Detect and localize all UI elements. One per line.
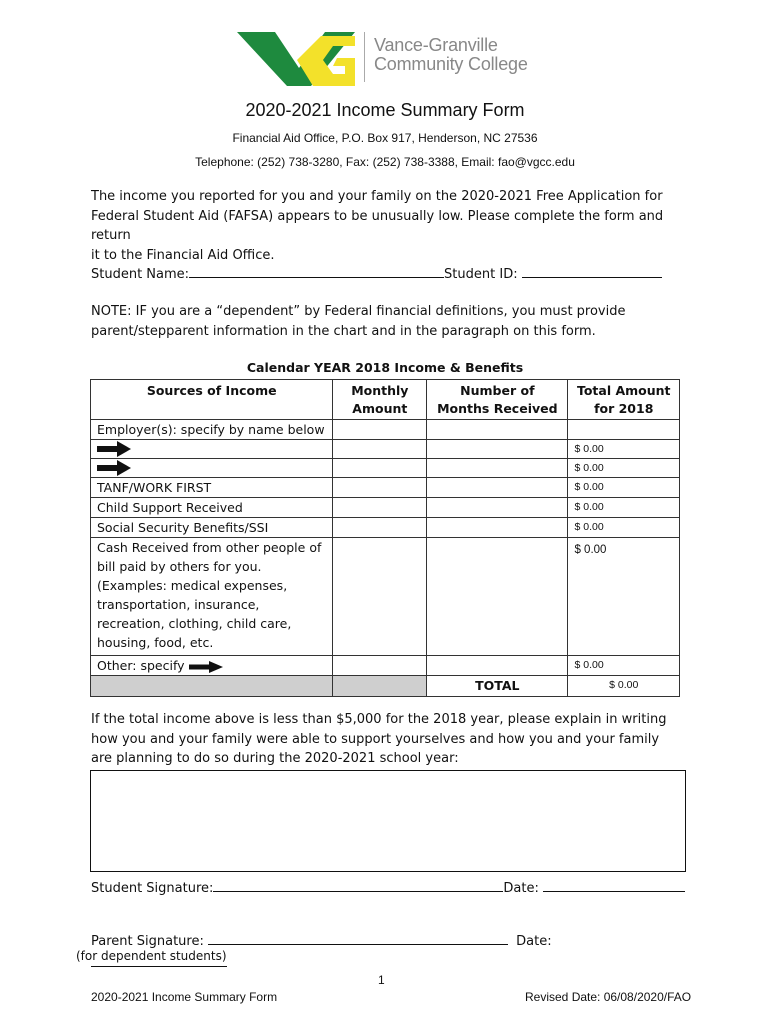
table-row [91, 440, 680, 459]
cash-line-6: housing, food, etc. [97, 635, 214, 650]
header-monthly-2: Amount [352, 401, 408, 416]
total-value[interactable]: $ 0.00 [568, 676, 680, 697]
employer-2-monthly[interactable] [333, 459, 427, 478]
student-date-label: Date: [503, 881, 539, 896]
office-address: Financial Aid Office, P.O. Box 917, Henderson, NC 27536 [232, 131, 538, 145]
footer-form-name: 2020-2021 Income Summary Form [91, 990, 278, 1004]
child-support-monthly[interactable] [333, 498, 427, 518]
logo-line-1: Vance-Granville [374, 35, 498, 55]
right-arrow-icon [189, 661, 223, 673]
table-row [91, 498, 680, 518]
header-monthly [333, 380, 427, 420]
explanation-textbox[interactable] [90, 770, 686, 872]
table-total-row [91, 676, 680, 697]
cash-line-3: (Examples: medical expenses, [97, 578, 288, 593]
total-label: TOTAL [427, 676, 568, 697]
other-months[interactable] [427, 656, 568, 676]
logo-separator [364, 32, 365, 82]
cash-monthly[interactable] [333, 538, 427, 656]
explain-line-3: are planning to do so during the 2020-2021 school year: [91, 751, 459, 766]
right-arrow-icon [97, 441, 131, 457]
row-employer-label: Employer(s): specify by name below [91, 420, 333, 440]
child-support-months[interactable] [427, 498, 568, 518]
row-cash-received-label [91, 538, 333, 656]
total-row-shaded-2 [333, 676, 427, 697]
intro-line-3: it to the Financial Aid Office. [91, 247, 275, 263]
student-signature-label: Student Signature: [91, 881, 214, 896]
header-months-1: Number of [460, 383, 535, 398]
cash-line-1: Cash Received from other people of [97, 540, 322, 555]
child-support-total[interactable]: $ 0.00 [568, 498, 680, 518]
logo-college-name [374, 36, 528, 74]
table-row [91, 459, 680, 478]
student-info-row [91, 263, 691, 285]
row-other-cell[interactable] [91, 656, 333, 676]
tanf-total[interactable]: $ 0.00 [568, 478, 680, 498]
student-id-field[interactable] [522, 263, 662, 278]
header-sources: Sources of Income [91, 380, 333, 420]
page-number: 1 [378, 973, 385, 987]
employer-monthly-cell[interactable] [333, 420, 427, 440]
employer-1-total[interactable]: $ 0.00 [568, 440, 680, 459]
cash-total[interactable]: $ 0.00 [568, 538, 680, 656]
header-months-2: Months Received [437, 401, 558, 416]
student-date-field[interactable] [543, 877, 685, 892]
parent-signature-label: Parent Signature: [91, 934, 204, 949]
explain-line-1: If the total income above is less than $5,000 for the 2018 year, please explain in writing [91, 712, 667, 727]
note-line-2: parent/stepparent information in the chart and in the paragraph on this form. [91, 323, 596, 339]
tanf-monthly[interactable] [333, 478, 427, 498]
table-header-row [91, 380, 680, 420]
footer-revised-date: Revised Date: 06/08/2020/FAO [525, 990, 692, 1004]
employer-2-months[interactable] [427, 459, 568, 478]
header-total [568, 380, 680, 420]
table-row [91, 538, 680, 656]
logo-line-2: Community College [374, 54, 528, 74]
dependent-note [91, 302, 691, 341]
student-signature-field[interactable] [213, 877, 503, 892]
cash-line-4: transportation, insurance, [97, 597, 260, 612]
header-months [427, 380, 568, 420]
table-row [91, 656, 680, 676]
employer-months-cell[interactable] [427, 420, 568, 440]
parent-signature-field[interactable] [208, 930, 508, 945]
explain-paragraph [91, 710, 691, 769]
table-row [91, 478, 680, 498]
right-arrow-icon [97, 460, 131, 476]
cash-line-5: recreation, clothing, child care, [97, 616, 292, 631]
tanf-months[interactable] [427, 478, 568, 498]
header-monthly-1: Monthly [351, 383, 409, 398]
student-name-label: Student Name: [91, 267, 190, 282]
other-monthly[interactable] [333, 656, 427, 676]
social-security-monthly[interactable] [333, 518, 427, 538]
intro-line-2: Federal Student Aid (FAFSA) appears to be unusually low. Please complete the form and return [91, 208, 664, 243]
form-title: 2020-2021 Income Summary Form [245, 100, 525, 120]
row-child-support-label: Child Support Received [91, 498, 333, 518]
employer-2-total[interactable]: $ 0.00 [568, 459, 680, 478]
income-table [90, 379, 680, 697]
employer-1-months[interactable] [427, 440, 568, 459]
row-social-security-label: Social Security Benefits/SSI [91, 518, 333, 538]
intro-paragraph [91, 187, 691, 265]
header-total-1: Total Amount [576, 383, 671, 398]
social-security-total[interactable]: $ 0.00 [568, 518, 680, 538]
employer-total-cell[interactable] [568, 420, 680, 440]
student-signature-row [91, 877, 691, 899]
row-other-label: Other: specify [97, 658, 185, 673]
row-tanf-label: TANF/WORK FIRST [91, 478, 333, 498]
office-contact: Telephone: (252) 738-3280, Fax: (252) 738-3388, Email: fao@vgcc.edu [195, 155, 575, 169]
table-row [91, 518, 680, 538]
employer-1-monthly[interactable] [333, 440, 427, 459]
student-id-label: Student ID: [444, 267, 518, 282]
table-caption: Calendar YEAR 2018 Income & Benefits [246, 360, 524, 375]
dependent-students-note: (for dependent students) [76, 949, 227, 963]
note-line-1: NOTE: IF you are a “dependent” by Federal financial definitions, you must provide [91, 304, 626, 319]
total-row-shaded-1 [91, 676, 333, 697]
explain-line-2: how you and your family were able to support yourselves and how you and your family [91, 731, 660, 747]
student-name-field[interactable] [189, 263, 444, 278]
cash-line-2: bill paid by others for you. [97, 559, 262, 574]
employer-1-cell[interactable] [91, 440, 333, 459]
intro-line-1: The income you reported for you and your family on the 2020-2021 Free Application for [91, 189, 663, 204]
parent-date-label: Date: [516, 934, 552, 949]
employer-2-cell[interactable] [91, 459, 333, 478]
other-total[interactable]: $ 0.00 [568, 656, 680, 676]
table-row [91, 420, 680, 440]
social-security-months[interactable] [427, 518, 568, 538]
header-total-2: for 2018 [594, 401, 654, 416]
cash-months[interactable] [427, 538, 568, 656]
